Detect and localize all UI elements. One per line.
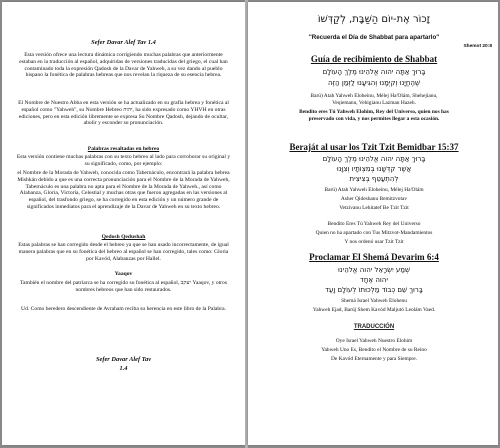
- name-paragraph: El Nombre de Nuestro Abba en esta versión se ha actualizado en su grafía hebrea y fonética al español como "Yahweh", su Nombre Hebreo יהוה, ha sido expresado como YHVH en otras ediciones, pero en esta edición libremente se expresa Su Nombre Qadosh, dejando de ocultar, abolir y esconder su pronunciación.: [18, 100, 229, 127]
- yaaqov-heading: Yaaqov: [114, 271, 133, 277]
- shemot-reference: Shemot 20:8: [463, 44, 492, 49]
- section-shabbat-heading: Guía de recibimiento de Shabbat: [310, 54, 438, 64]
- hebrew-title: זָכוֹר אֶת-יוֹם הַשַּׁבָּת, לְקַדְּשׁוֹ: [317, 14, 431, 25]
- s1-translit-line-2: Veqiemanu, Vehigianu Lazman Hazeh.: [332, 100, 416, 106]
- qedushah-text: Estas palabras se han corregido desde el hebreo ya que se han usado incorrectamente, de igual manera palabras que en su fonética del hebreo al español se han corregido, tales como: Gloria por Kavód, Alabanzas por Hallel.: [18, 242, 229, 262]
- s1-hebrew-line-2: שֶׁהֶחֱיָנוּ וְקִיְּמָנוּ וְהִגִּיעָנוּ לַזְּמַן הַזֶּה: [328, 79, 420, 87]
- s2-translation-line-3: Y nos ordenó usar Tzit Tzit: [344, 239, 404, 245]
- s2-hebrew-line-1: בָּרוּךְ אַתָּה יהוה אֱלֹהֵינוּ מֶלֶךְ הָעוֹלָם: [322, 155, 426, 163]
- right-page: [248, 2, 498, 445]
- translation-line-1: Oye Israel Yahweh Nuestro Elohim: [335, 338, 413, 344]
- footer-title: Sefer Davar Alef Tav: [95, 356, 152, 363]
- s1-translit-line-1: Barú) Atah Yahweh Eloheinu, Mélej Ha'Olám, Shehejianu,: [310, 93, 438, 99]
- section-tzit-heading: Beraját al usar los Tzit Tzit Bemidbar 15:37: [289, 142, 459, 152]
- translation-line-3: De Kavód Eternamente y para Siempre.: [331, 356, 417, 362]
- left-page: [2, 2, 245, 445]
- s3-hebrew-line-1: שְׁמַע יִשְׂרָאֵל יהוה אֱלֹהֵינוּ: [337, 266, 411, 274]
- closing-paragraph: Ud. Como heredero descendiente de Avraham reciba su herencia en este libro de la Palabra.: [21, 306, 226, 312]
- s1-translation-line-1: Bendito eres Tú Yahweh Elohim, Rey del Universo, quien nos has: [299, 109, 449, 115]
- s2-translation-line-2: Quien no ha apartado con Tus Mitzvot-Mandamientos: [315, 230, 433, 236]
- s1-translation-line-2: preservado con vida, y nos permites llegar a esta ocasión.: [308, 116, 440, 122]
- shabbat-quote: "Recuerda el Día de Shabbat para apartarlo": [308, 34, 440, 41]
- s2-translit-line-3: Vetzivanu Lehitatef Be Tzit Tzit: [339, 205, 409, 211]
- intro-paragraph: Esta versión ofrece una lectura dinámica corrigiendo muchas palabras que anteriormente estaban en la traducción al español, adquiridas de versiones traducidas del griego, el cual han contaminado toda la expresión Qadosh de la Davar de Yahweh, a su vez dando al pueblo hispano la fonética de palabras hebreas que nos revelan la riqueza de su esencia hebrea.: [19, 52, 228, 79]
- words-body: el Nombre de la Morada de Yahweh, conocida como Tabernáculo, encontrará la palabra hebrea Mishkán debido a que es una correcta pronunciación para el Nombre de la Morada de Yahweh, Tabernáculo es una palabra no apta para el Nombre de la Morada de Yahweh., así como Alabanza, Gloria, Victoria, Celestial y muchas otras que fueron agregadas en las versiones al español, del trasfondo griego, se ha corregido en esta edición y un número grande de significados inmediatos para el aprendizaje de la Davar de Yahweh en su texto hebreo.: [17, 170, 230, 210]
- s2-hebrew-line-2: אֲשֶׁר קִדְּשָׁנוּ בְּמִצְוֹתָיו וְצִוָּנוּ: [336, 165, 412, 173]
- footer-version: 1.4: [119, 365, 128, 372]
- words-intro: Esta versión contiene muchas palabras con su texto hebreo al lado para corroborar su original y su significado, como, por ejemplo:: [16, 154, 231, 167]
- s3-hebrew-line-2: יהוה אֶחָד: [360, 276, 388, 284]
- s3-hebrew-line-3: בָּרוּךְ שֵׁם כְּבוֹד מַלְכוּתוֹ לְעוֹלָם וָעֶד: [325, 286, 423, 294]
- translation-heading: TRADUCCIÓN: [353, 324, 395, 330]
- s2-translation-line-1: Bendito Eres Tú Yahweh Rey del Universo: [327, 221, 421, 227]
- yaaqov-text: También el nombre del patriarca se ha corregido su fonética al español, יעקב Yaaqov, y otros nombres hebreos que han sido restaurados.: [19, 280, 228, 293]
- section-shema-heading: Proclamar El Shemá Devarim 6:4: [309, 252, 439, 262]
- translation-line-2: Yahweh Uno Es, Bendito el Nombre de su Reino: [321, 347, 427, 353]
- s2-hebrew-line-3: לְהִתְעַטֵּף בְּצִיצִית: [349, 175, 399, 183]
- left-page-title: Sefer Davar Alef Tav 1.4: [91, 39, 156, 46]
- s2-translit-line-2: Asher Qideshanu Bemitzvotav: [340, 196, 408, 202]
- words-heading: Palabras resaltadas en hebreo: [87, 146, 160, 152]
- s1-hebrew-line-1: בָּרוּךְ אַתָּה יהוה אֱלֹהֵינוּ מֶלֶךְ הָעוֹלָם: [322, 68, 426, 76]
- s2-translit-line-1: Barú) Atah Yahweh Eloheinu, Mélej Ha'Olám: [324, 187, 424, 193]
- s3-translit-line-1: Shemá Israel Yahweh Elohenu: [341, 298, 407, 304]
- qedushah-heading: Qedosh Qedushah: [101, 234, 146, 240]
- s3-translit-line-2: Yahweh Ejad, Barúj Shem Kavód Maljutó Leolám Vaed.: [312, 307, 436, 313]
